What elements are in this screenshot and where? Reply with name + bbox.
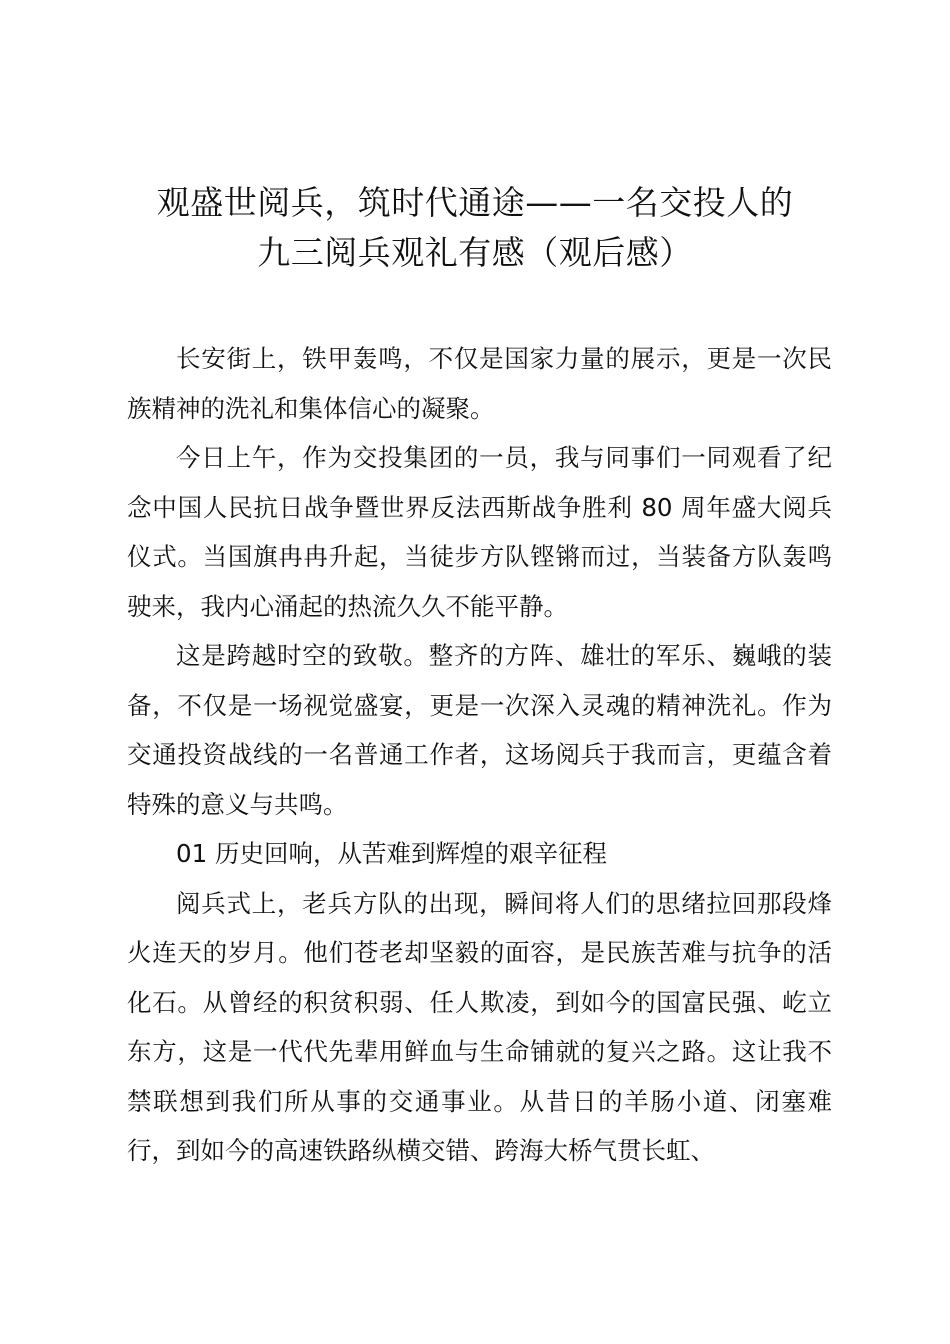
title-line-2: 九三阅兵观礼有感（观后感） <box>257 233 693 272</box>
title-line-1: 观盛世阅兵，筑时代通途——一名交投人的 <box>156 183 794 222</box>
section-paragraph: 阅兵式上，老兵方队的出现，瞬间将人们的思绪拉回那段烽火连天的岁月。他们苍老却坚毅的面容，是民族苦难与抗争的活化石。从曾经的积贫积弱、任人欺凌，到如今的国富民强、屹立东方，这是一代代先辈用鲜血与生命铺就的复兴之路。这让我不禁联想到我们所从事的交通事业。从昔日的羊肠小道、闭塞难行，到如今的高速铁路纵横交错、跨海大桥气贯长虹、 <box>127 888 832 1165</box>
paragraph-3: 这是跨越时空的致敬。整齐的方阵、雄壮的军乐、巍峨的装备，不仅是一场视觉盛宴，更是一次深入灵魂的精神洗礼。作为交通投资战线的一名普通工作者，这场阅兵于我而言，更蕴含着特殊的意义与共鸣。 <box>127 641 832 819</box>
paragraph-2: 今日上午，作为交投集团的一员，我与同事们一同观看了纪念中国人民抗日战争暨世界反法西斯战争胜利 80 周年盛大阅兵仪式。当国旗冉冉升起，当徒步方队铿锵而过，当装备方队轰鸣驶来，我内心涌起的热流久久不能平静。 <box>127 443 832 621</box>
paragraph-1: 长安街上，铁甲轰鸣，不仅是国家力量的展示，更是一次民族精神的洗礼和集体信心的凝聚。 <box>127 344 832 423</box>
document-title <box>110 178 840 278</box>
section-heading: 01 历史回响，从苦难到辉煌的艰辛征程 <box>176 839 607 868</box>
document-body <box>127 334 832 1176</box>
